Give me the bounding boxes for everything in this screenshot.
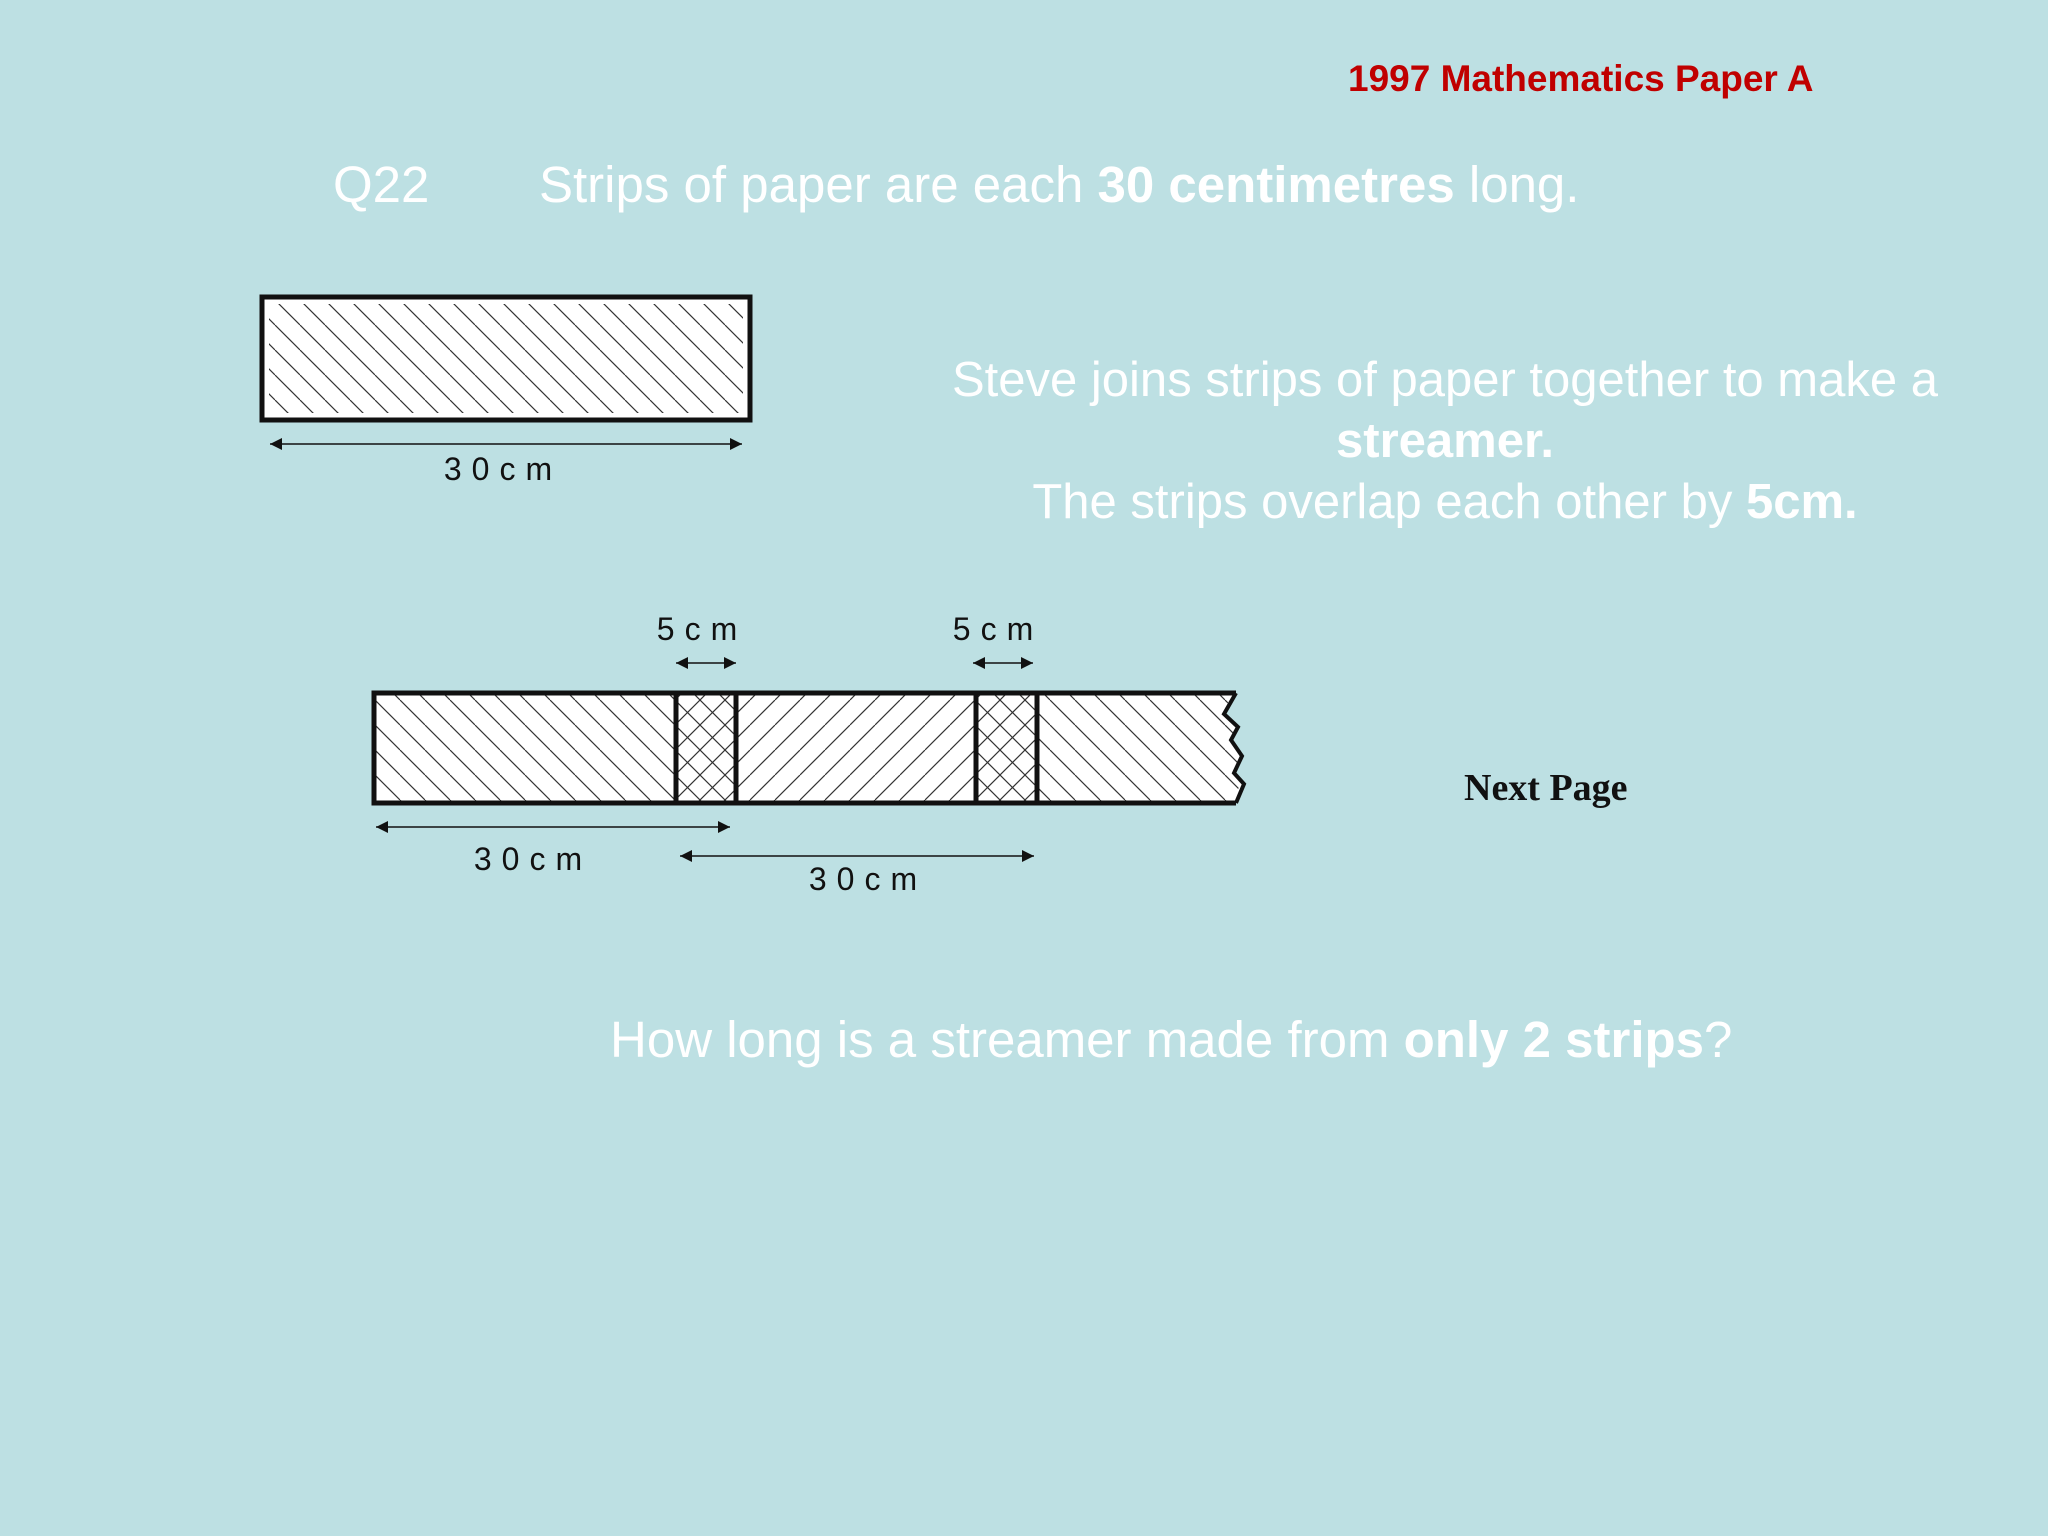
question-prompt: [610, 1010, 1732, 1069]
next-page-link[interactable]: Next Page: [1464, 767, 1628, 809]
overlap-1-hatch-b: [676, 695, 736, 801]
single-strip: [262, 297, 750, 420]
overlap-text: The strips overlap each other by: [1032, 475, 1746, 529]
streamer-bold: streamer.: [1336, 414, 1554, 468]
prompt-text-1: How long is a streamer made from: [610, 1011, 1404, 1068]
prompt-bold: only 2 strips: [1403, 1011, 1705, 1068]
strip-3-hatch: [1037, 695, 1240, 801]
overlap-1-label: 5cm: [656, 611, 748, 647]
strip-1-hatch: [376, 695, 676, 801]
single-strip-hatch: [269, 304, 743, 413]
strip-2-hatch: [736, 695, 976, 801]
description-line-1: Steve joins strips of paper together to make a: [952, 353, 1938, 407]
single-strip-length-label: 30cm: [443, 451, 563, 487]
overlap-bold: 5cm.: [1745, 475, 1858, 529]
strip-2-length-label: 30cm: [808, 861, 928, 897]
overlap-2-label: 5cm: [952, 611, 1044, 647]
strip-1-length-label: 30cm: [473, 841, 593, 877]
intro-length-bold: 30 centimetres: [1097, 156, 1455, 213]
overlap-2-hatch-b: [976, 695, 1037, 801]
intro-text-2: long.: [1454, 156, 1580, 213]
intro-text-1: Strips of paper are each: [539, 156, 1098, 213]
prompt-text-2: ?: [1704, 1011, 1733, 1068]
paper-title: 1997 Mathematics Paper A: [1348, 58, 1814, 99]
question-number: Q22: [333, 156, 430, 213]
streamer: [374, 693, 1244, 803]
